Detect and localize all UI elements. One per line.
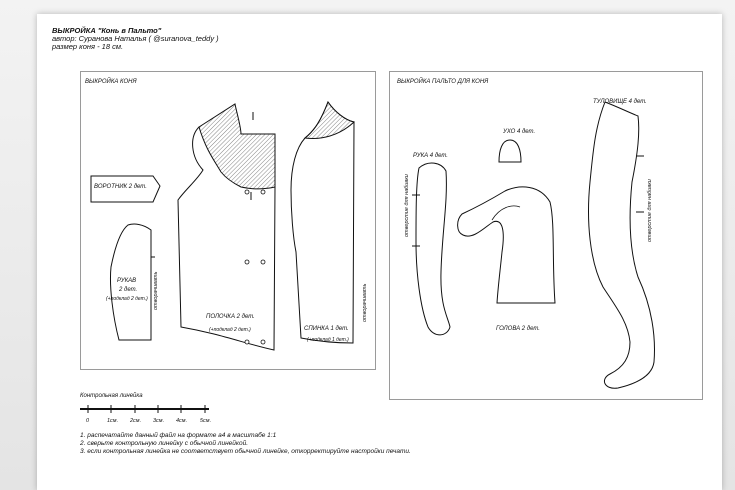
- ruler-title: Контрольная линейка: [80, 393, 143, 399]
- ruler-tick-3: 3см.: [153, 418, 165, 424]
- sleeve-count: 2 дет.: [119, 287, 138, 293]
- coat-panel-title: ВЫКРОЙКА ПАЛЬТО ДЛЯ КОНЯ: [397, 79, 489, 85]
- ruler-tick-4: 4см.: [176, 418, 188, 424]
- note-1: 1. распечатайте данный файл на формате а4 в масштабе 1:1: [80, 432, 277, 439]
- back-label: СПИНКА 1 дет.: [304, 326, 349, 332]
- front-label: ПОЛОЧКА 2 дет.: [206, 314, 255, 320]
- pattern-sheet: [37, 14, 722, 490]
- note-2: 2. сверьте контрольную линейку с обычной линейкой.: [80, 440, 248, 447]
- pattern-size: размер коня - 18 см.: [52, 42, 124, 51]
- back-note: (+подклад 1 дет.): [307, 337, 349, 343]
- ruler-tick-0: 0: [86, 418, 90, 424]
- ruler-tick-2: 2см.: [130, 418, 142, 424]
- sleeve-label: РУКАВ: [117, 278, 137, 284]
- arm-side-label: отверстие для набивки: [404, 174, 410, 237]
- pattern-title: ВЫКРОЙКА "Конь в Пальто": [52, 26, 162, 35]
- head-label: ГОЛОВА 2 дет.: [496, 326, 540, 332]
- sleeve-side-label: отворачивать: [153, 271, 159, 310]
- ruler-tick-5: 5см.: [200, 418, 212, 424]
- arm-label: РУКА 4 дет.: [413, 153, 448, 159]
- ear-label: УХО 4 дет.: [503, 129, 536, 135]
- horse-panel-title: ВЫКРОЙКА КОНЯ: [85, 79, 137, 85]
- body-label: ТУЛОВИЩЕ 4 дет.: [593, 99, 647, 105]
- sleeve-note: (+подклад 2 дет.): [106, 296, 148, 302]
- back-side-label: отворачивать: [362, 283, 368, 322]
- note-3: 3. если контрольная линейка не соответствует обычной линейке, откорректируйте настройки печати.: [80, 448, 411, 455]
- front-note: (+подклад 2 дет.): [209, 327, 251, 333]
- pattern-author: автор: Суранова Наталья ( @suranova_teddy ): [52, 34, 219, 43]
- ruler-tick-1: 1см.: [107, 418, 119, 424]
- body-side-label: отверстие для набивки: [647, 179, 653, 242]
- collar-label: ВОРОТНИК 2 дет.: [94, 184, 147, 190]
